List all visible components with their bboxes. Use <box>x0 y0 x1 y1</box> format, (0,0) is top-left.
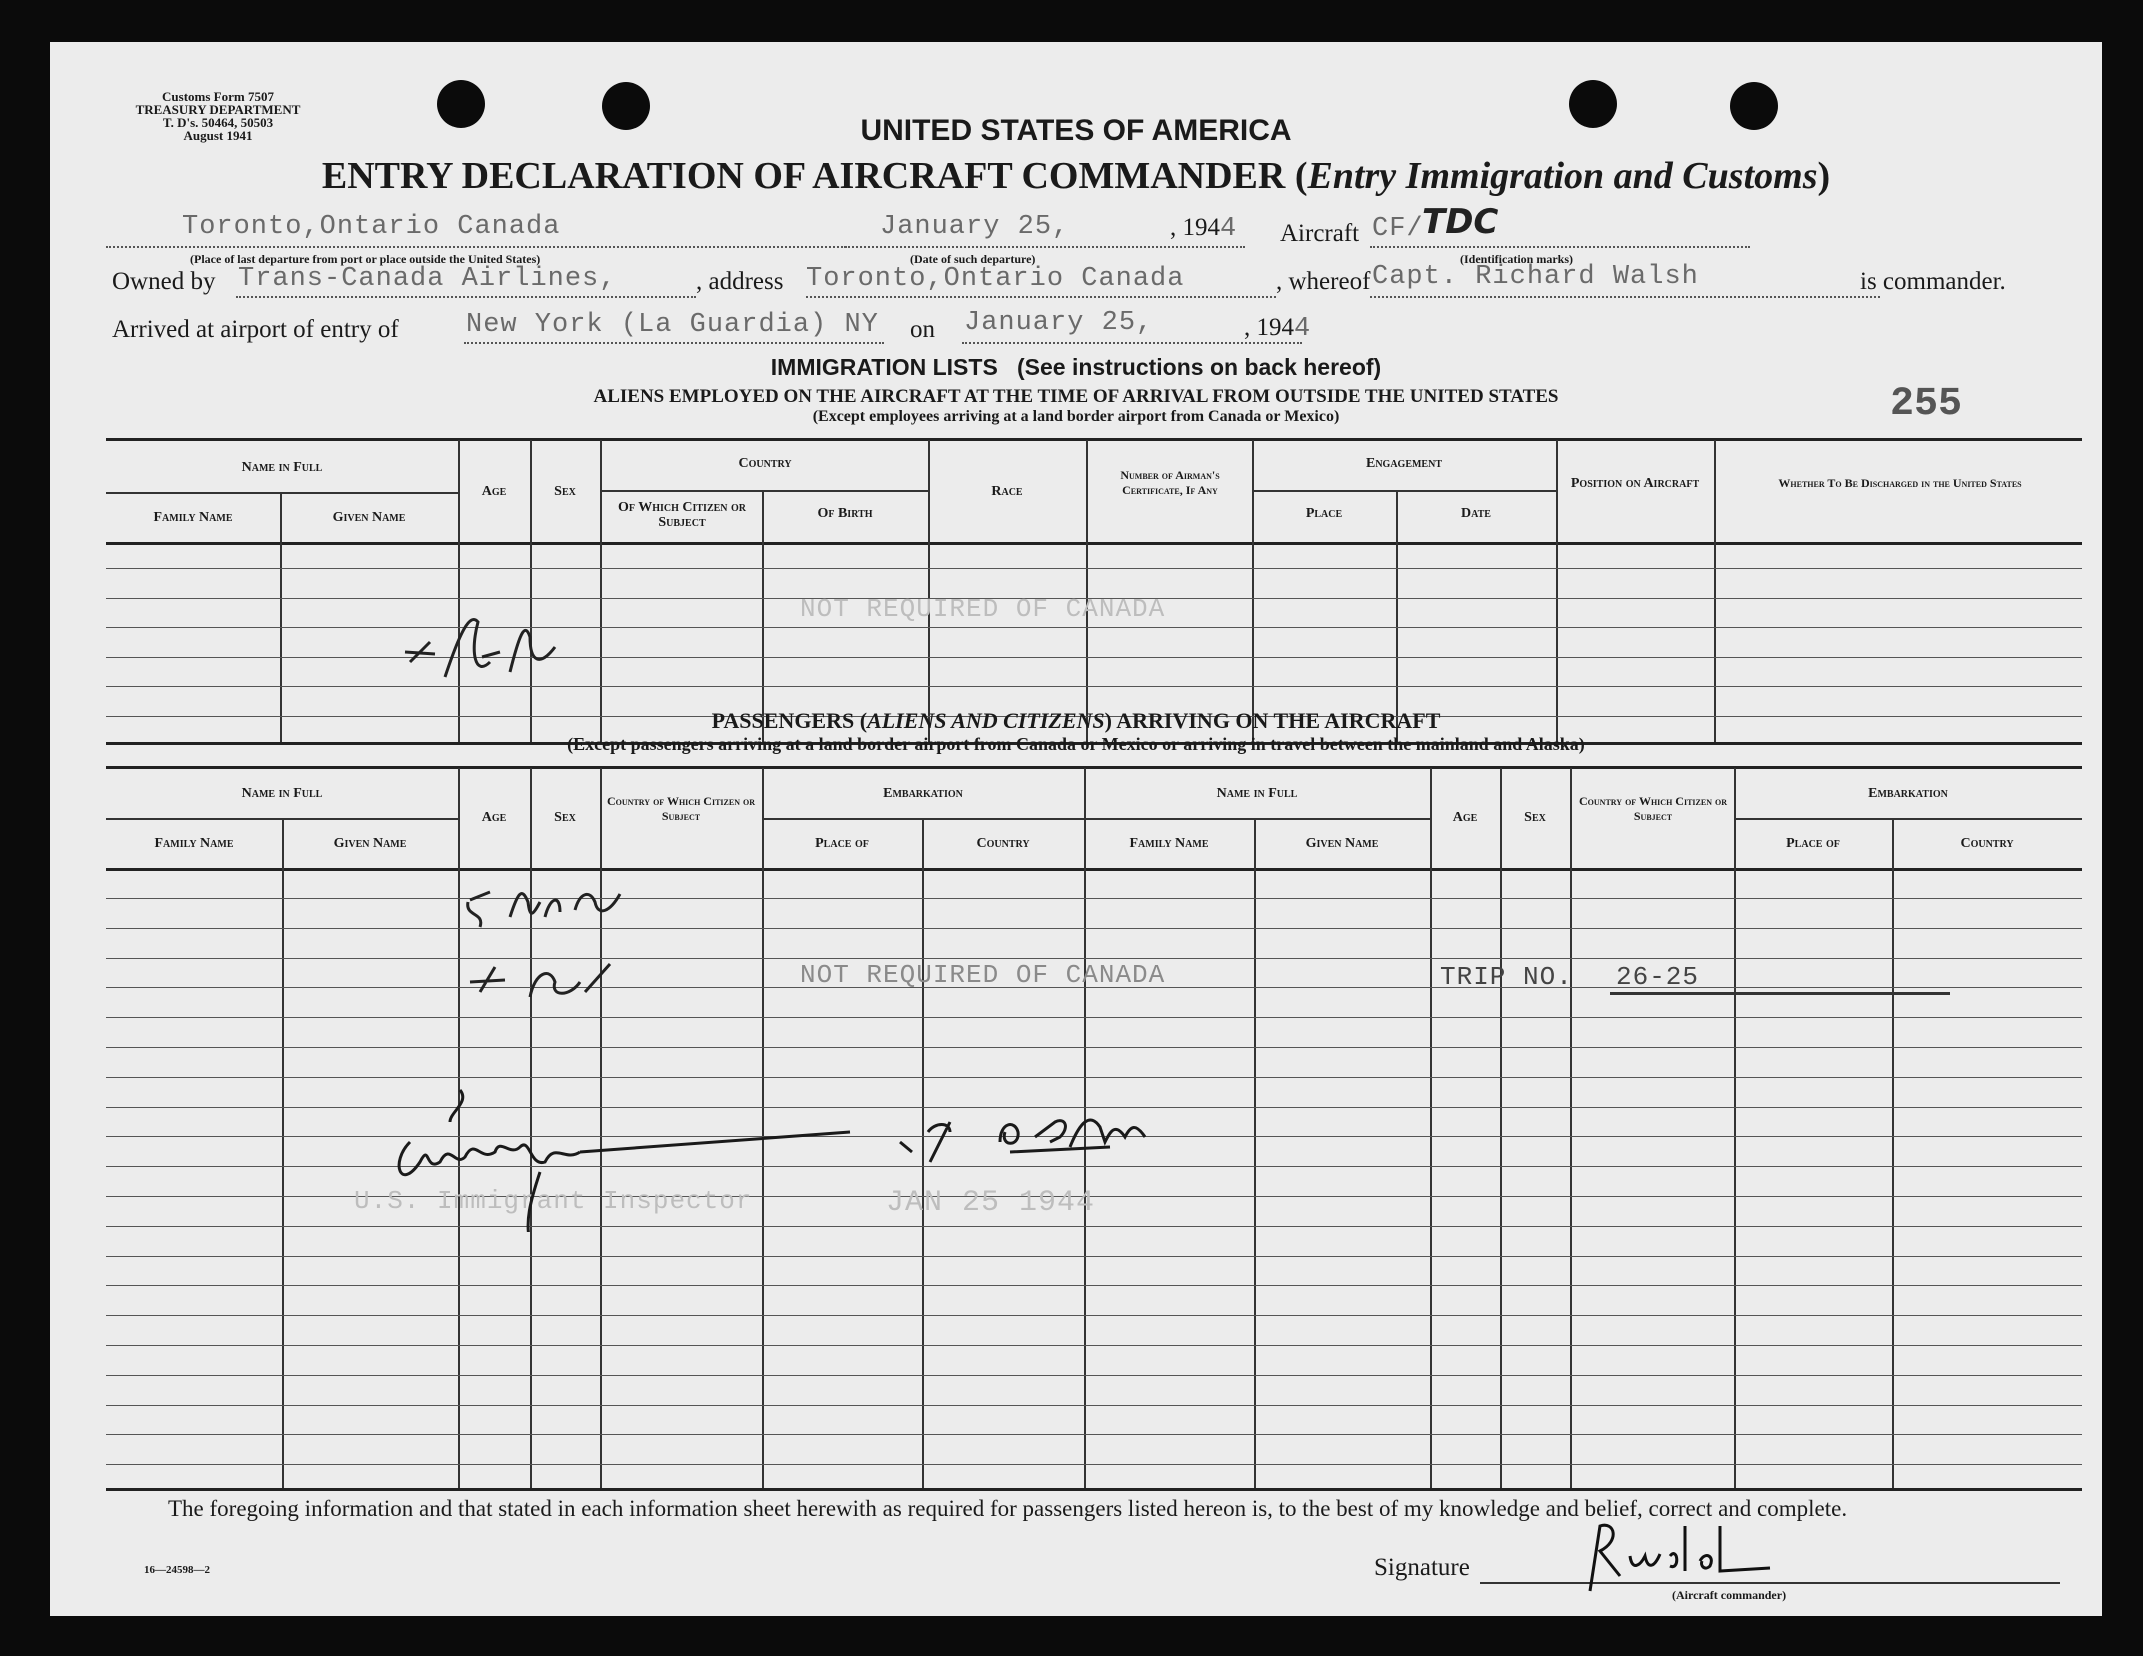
crew-handwritten-mark <box>390 592 570 697</box>
th-race: Race <box>991 484 1023 499</box>
th-engagement: Engagement <box>1365 456 1442 471</box>
th-pass-sex-2: Sex <box>1524 810 1546 825</box>
departure-year-prefix: , 194 <box>1170 214 1220 241</box>
aircraft-label: Aircraft <box>1280 220 1360 247</box>
grid-line <box>1892 818 1894 1488</box>
airport-of-entry: New York (La Guardia) NY <box>466 310 879 340</box>
ruled-line <box>106 568 2082 569</box>
passengers-heading-start: PASSENGERS ( <box>711 708 868 733</box>
ruled-line <box>106 1315 2082 1316</box>
immigration-subheading: ALIENS EMPLOYED ON THE AIRCRAFT AT THE TIME OF ARRIVAL FROM OUTSIDE THE UNITED STATES <box>593 386 1559 407</box>
form-number: Customs Form 7507 <box>162 89 274 104</box>
inspector-signature <box>350 1082 870 1237</box>
grid-line <box>280 492 282 742</box>
ruled-line <box>106 1256 2082 1257</box>
commander-suffix: is commander. <box>1860 268 2006 295</box>
arrival-date: January 25, <box>964 308 1154 338</box>
grid-line <box>282 818 284 1488</box>
place-of-departure: Toronto,Ontario Canada <box>182 212 561 242</box>
immigration-title: IMMIGRATION LISTS <box>770 354 998 380</box>
owner-underline <box>236 296 696 298</box>
commander-name: Capt. Richard Walsh <box>1372 262 1699 292</box>
passengers-heading-italic: ALIENS AND CITIZENS <box>867 708 1105 733</box>
passenger-table-top <box>106 766 2082 769</box>
airport-underline <box>464 342 884 344</box>
th-place: Place <box>1305 506 1343 521</box>
handwritten-tally <box>410 872 750 1047</box>
passenger-not-required-stamp: NOT REQUIRED OF CANADA <box>800 960 1166 990</box>
departure-year <box>1170 214 1237 244</box>
grid-line <box>1254 818 1256 1488</box>
grid-line <box>1396 490 1398 742</box>
grid-line <box>106 542 2082 545</box>
th-pass-family-name-2: Family Name <box>1129 836 1209 851</box>
owned-label: Owned by <box>112 268 216 295</box>
inspector-stamp: U.S. Immigrant Inspector <box>354 1186 753 1216</box>
whereof-label: , whereof <box>1276 268 1371 295</box>
th-pass-given-name-2: Given Name <box>1305 836 1379 851</box>
th-pass-country-citizen: Country of Which Citizen or Subject <box>607 794 755 823</box>
grid-line <box>762 490 764 742</box>
address: Toronto,Ontario Canada <box>806 264 1185 294</box>
th-pass-embarkation-2: Embarkation <box>1868 786 1948 801</box>
department: TREASURY DEPARTMENT <box>135 102 301 117</box>
grid-line <box>1430 768 1432 1488</box>
document-number: 255 <box>1890 382 1963 427</box>
aircraft-underline <box>1370 246 1750 248</box>
commander-underline <box>1370 296 1880 298</box>
form-sheet <box>50 42 2102 1616</box>
th-pass-age-2: Age <box>1452 810 1478 825</box>
passengers-subnote: (Except passengers arriving at a land border airport from Canada or Mexico or arriving in travel between the mainland and Alaska) <box>567 734 1585 754</box>
th-sex: Sex <box>554 484 576 499</box>
departure-date: January 25, <box>880 212 1070 242</box>
country-title: UNITED STATES OF AMERICA <box>860 114 1292 147</box>
certification-statement: The foregoing information and that stated in each information sheet herewith as required for passengers listed hereon is, to the best of my knowledge and belief, correct and complete. <box>168 1496 1848 1521</box>
grid-line <box>1086 440 1088 742</box>
passenger-table-bottom <box>106 1488 2082 1491</box>
ruled-line <box>106 1077 2082 1078</box>
th-pass-given-name: Given Name <box>333 836 407 851</box>
grid-line <box>1714 440 1716 742</box>
signature-label: Signature <box>1374 1554 1470 1581</box>
th-birth: Of Birth <box>817 506 873 521</box>
immigration-note: (See instructions on back hereof) <box>1016 354 1382 380</box>
form-title <box>50 154 2102 198</box>
grid-line <box>600 490 930 492</box>
form-title-italic: Entry Immigration and Customs <box>1307 155 1818 197</box>
departure-year-digit: 4 <box>1220 214 1238 244</box>
grid-line <box>1570 768 1572 1488</box>
immigration-subnote: (Except employees arriving at a land border airport from Canada or Mexico) <box>812 408 1340 425</box>
th-pass-sex: Sex <box>554 810 576 825</box>
passengers-heading <box>50 708 2102 734</box>
trip-label: TRIP NO. <box>1440 962 1573 992</box>
form-title-main: ENTRY DECLARATION OF AIRCRAFT COMMANDER ( <box>321 155 1308 197</box>
time-note-handwritten <box>890 1092 1190 1187</box>
aircraft-caption: (Identification marks) <box>1460 252 1573 266</box>
ruled-line <box>106 928 2082 929</box>
th-given-name: Given Name <box>332 510 406 525</box>
crew-not-required-stamp: NOT REQUIRED OF CANADA <box>800 594 1166 624</box>
on-label: on <box>910 316 935 343</box>
th-pass-place-of: Place of <box>815 836 869 851</box>
aircraft-typed: CF/ <box>1372 214 1424 244</box>
ruled-line <box>106 1017 2082 1018</box>
th-discharged: Whether To Be Discharged in the United States <box>1778 476 2022 490</box>
th-pass-country-2: Country <box>1960 836 2014 851</box>
grid-line <box>1252 490 1556 492</box>
arrival-year <box>1244 314 1311 344</box>
departure-caption: (Place of last departure from port or place outside the United States) <box>190 252 541 266</box>
owner: Trans-Canada Airlines, <box>238 264 617 294</box>
address-underline <box>806 296 1276 298</box>
arrival-year-digit: 4 <box>1294 314 1312 344</box>
th-family-name: Family Name <box>153 510 233 525</box>
th-country: Country <box>738 456 792 471</box>
th-citizen: Of Which Citizen or Subject <box>617 500 747 530</box>
th-age: Age <box>481 484 507 499</box>
th-pass-name-in-full-2: Name in Full <box>1216 786 1298 801</box>
grid-line <box>106 868 2082 871</box>
ruled-line <box>106 1345 2082 1346</box>
form-date: August 1941 <box>183 128 253 143</box>
departure-date-caption: (Date of such departure) <box>910 252 1036 266</box>
departure-underline <box>106 246 846 248</box>
arrival-year-prefix: , 194 <box>1244 314 1294 341</box>
arrived-label: Arrived at airport of entry of <box>112 316 399 343</box>
signature-caption: (Aircraft commander) <box>1672 1588 1787 1602</box>
th-pass-place-of-2: Place of <box>1786 836 1840 851</box>
th-position: Position on Aircraft <box>1570 476 1700 491</box>
th-pass-family-name: Family Name <box>154 836 234 851</box>
grid-line <box>1734 818 2082 820</box>
th-certificate: Number of Airman's Certificate, If Any <box>1120 468 1220 497</box>
passengers-heading-rest: ) ARRIVING ON THE AIRCRAFT <box>1104 708 1441 733</box>
grid-line <box>600 440 602 742</box>
grid-line <box>106 492 458 494</box>
immigration-heading <box>50 354 2102 381</box>
treasury-decisions: T. D's. 50464, 50503 <box>162 115 274 130</box>
trip-number: 26-25 <box>1616 962 1700 992</box>
th-pass-name-in-full: Name in Full <box>241 786 323 801</box>
ruled-line <box>106 1405 2082 1406</box>
ruled-line <box>106 1464 2082 1465</box>
ruled-line <box>106 1047 2082 1048</box>
form-code: 16—24598—2 <box>144 1564 210 1576</box>
crew-table-top <box>106 438 2082 441</box>
th-pass-country: Country <box>976 836 1030 851</box>
date-stamp: JAN 25 1944 <box>886 1186 1096 1220</box>
th-pass-embarkation: Embarkation <box>883 786 963 801</box>
signature-drawing <box>1570 1516 1790 1596</box>
th-date: Date <box>1461 506 1491 521</box>
ruled-line <box>106 1434 2082 1435</box>
th-pass-age: Age <box>481 810 507 825</box>
address-label: , address <box>696 268 784 295</box>
trip-underline <box>1610 992 1950 995</box>
form-title-close: ) <box>1817 155 1831 197</box>
grid-line <box>1734 768 1736 1488</box>
th-pass-country-citizen-2: Country of Which Citizen or Subject <box>1579 794 1727 823</box>
grid-line <box>1500 768 1502 1488</box>
th-name-in-full: Name in Full <box>241 460 323 475</box>
grid-line <box>1084 818 1430 820</box>
grid-line <box>1252 440 1254 742</box>
date-underline <box>845 246 1245 248</box>
ruled-line <box>106 898 2082 899</box>
ruled-line <box>106 958 2082 959</box>
arrival-underline <box>962 342 1302 344</box>
ruled-line <box>106 1285 2082 1286</box>
ruled-line <box>106 1375 2082 1376</box>
aircraft-handwritten: TDC <box>1422 202 1499 242</box>
